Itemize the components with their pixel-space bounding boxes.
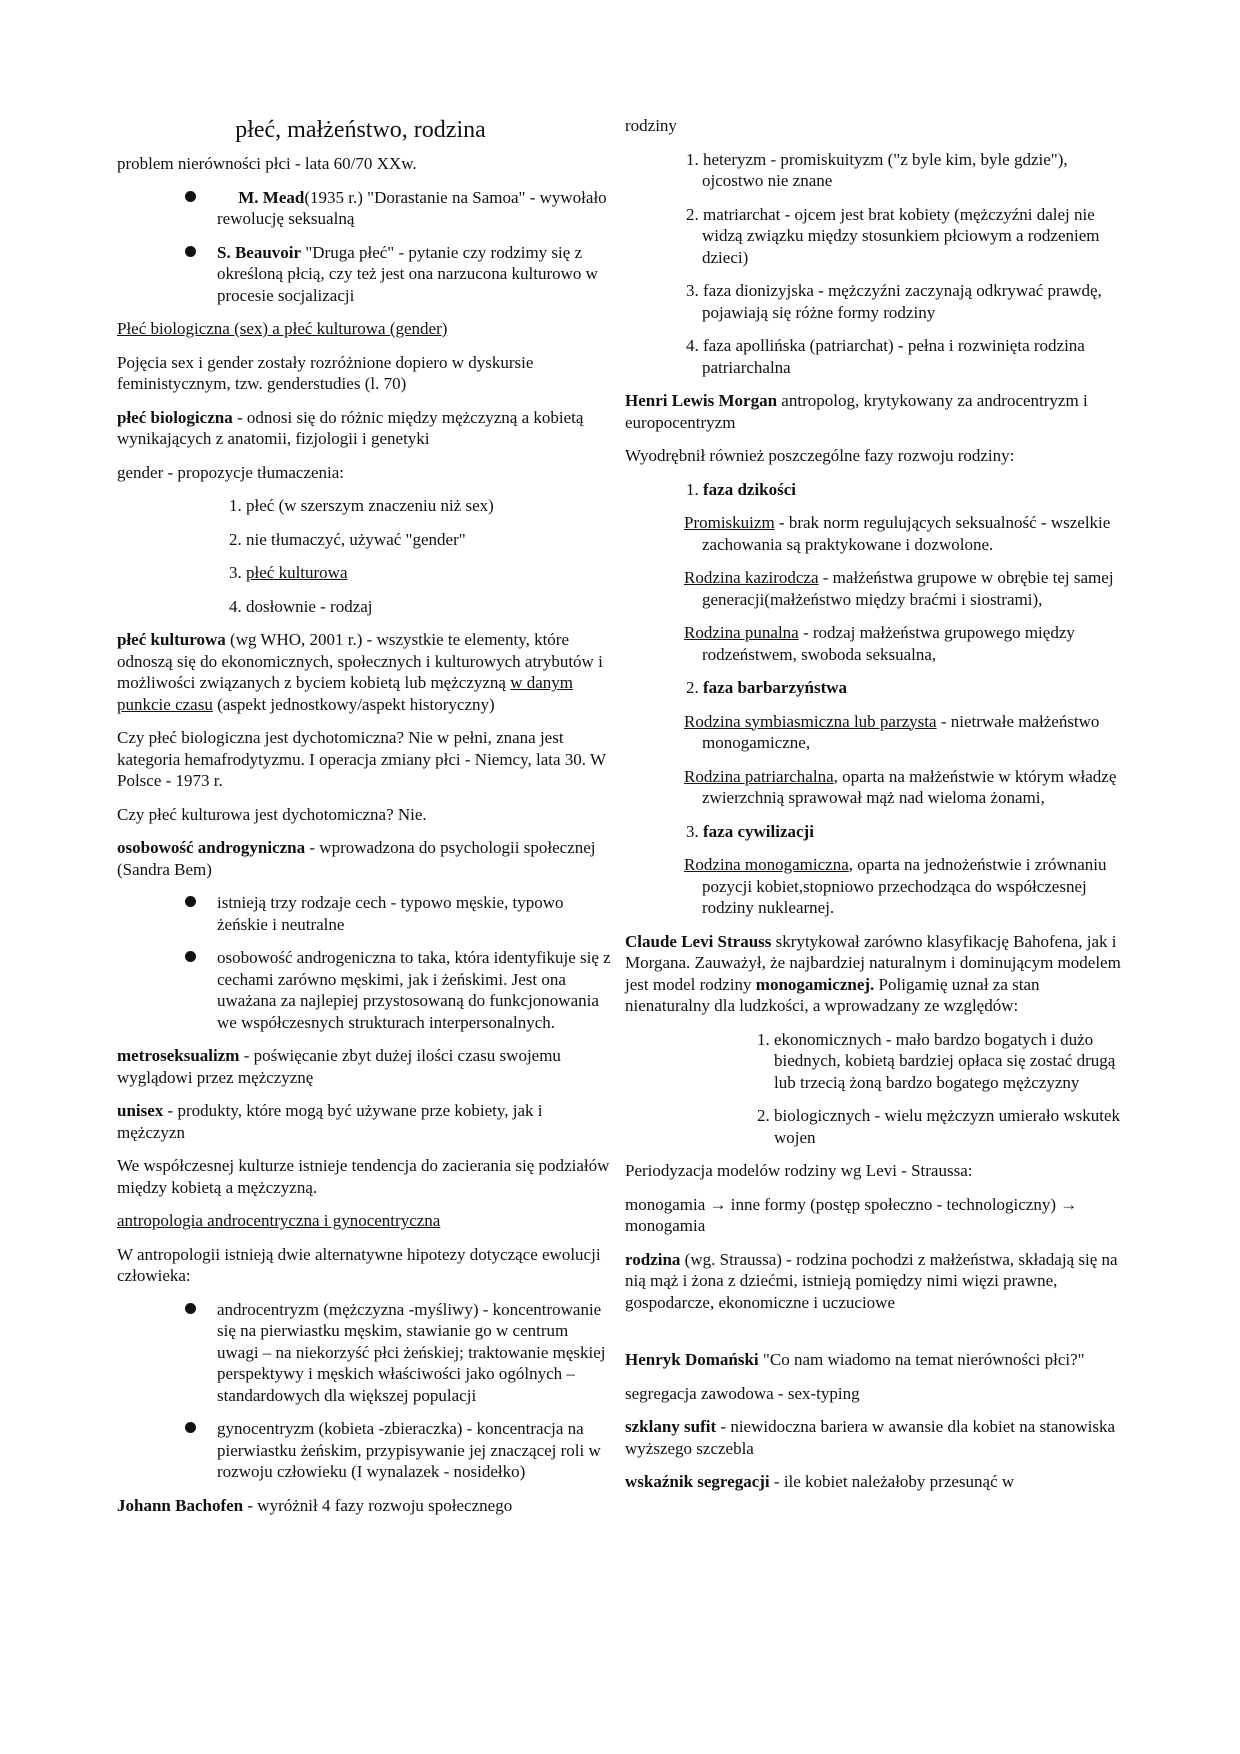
phase-title: faza cywilizacji [703,821,814,841]
definition-text: (wg WHO, 2001 r.) - wszystkie te elementy, które odnoszą się do ekonomicznych, społecznych i kulturowych atrybutów i możliwości związanych z byciem kobietą lub mężczyzną [117,630,603,692]
hipotezy-paragraph: W antropologii istnieją dwie alternatywne hipotezy dotyczące ewolucji człowieka: [117,1244,601,1285]
definition-text: - niewidoczna bariera w awansie dla kobiet na stanowiska wyższego szczebla [625,1417,1116,1458]
bullet-dot-icon [185,246,196,257]
list-number: 2. [686,678,703,697]
androgyn-paragraph [117,837,614,880]
levi-strauss-name: Claude Levi Strauss [625,931,772,951]
bullet-gynocentryzm [117,1418,614,1483]
definition-text: - wprowadzona do psychologii społecznej (Sandra Bem) [117,838,596,879]
list-number: 3. [686,821,703,841]
zacieranie-paragraph: We współczesnej kulturze istnieje tendencja do zacierania się podziałów między kobietą a mężczyzną. [117,1156,610,1197]
bachofen-text: - wyróżnił 4 fazy rozwoju społecznego [243,1495,513,1515]
segregacja-paragraph: segregacja zawodowa - sex-typing [625,1383,860,1403]
translation-item: 4. dosłownie - rodzaj [229,596,373,616]
bachofen-paragraph [117,1495,614,1517]
morgan-text: antropolog, krytykowany za androcentryzm i europocentryzm [625,391,1088,432]
term-metroseksualizm: metroseksualizm [117,1046,240,1065]
morgan-phase-heading [625,677,1125,699]
levi-text: skrytykował zarówno klasyfikację Bahofena, jak i Morgana. Zauważył, że najbardziej naturalnym i dominującym modelem jest model rodziny [625,931,1121,994]
bullet-mead [117,187,614,230]
rodzina-paragraph [625,1249,1125,1314]
bachofen-phase-item: 4. faza apollińska (patriarchat) - pełna i rozwinięta rodzina patriarchalna [686,336,1085,377]
bullet-text: osobowość androgeniczna to taka, która identyfikuje się z cechami zarówno męskimi, jak i żeńskimi. Jest ona uważana za najlepiej przystosowaną do funkcjonowania we współczesnych strukturach interpersonalnych. [217,948,611,1032]
metroseksualizm-paragraph [117,1045,614,1088]
morgan-phase-heading [625,821,1125,843]
morgan-paragraph [625,390,1125,433]
family-type-def: - brak norm regulujących seksualność - wszelkie zachowania są praktykowane i dozwolone. [702,513,1111,554]
bullet-androgeniczna [117,947,614,1033]
family-type-item [625,622,1125,665]
bullet-dot-icon [185,1422,196,1433]
bachofen-phase-item: 1. heteryzm - promiskuityzm ("z byle kim, byle gdzie"), ojcostwo nie znane [686,149,1068,190]
bachofen-phase-item: 2. matriarchat - ojcem jest brat kobiety (mężczyźni dalej nie widzą związku między stosunkiem płciowym a rodzeniem dzieci) [686,204,1100,267]
term-plec-kulturowa: płeć kulturowa [117,630,226,649]
list-text: płeć kulturowa [246,563,348,582]
bachofen-phase-item: 3. faza dionizyjska - mężczyźni zaczynają odkrywać prawdę, pojawiają się różne formy rodziny [686,281,1102,322]
szklany-sufit-paragraph [625,1416,1125,1459]
reason-item: 2. biologicznych - wielu mężczyzn umierało wskutek wojen [757,1106,1121,1147]
pojecia-paragraph: Pojęcia sex i gender zostały rozróżnione dopiero w dyskursie feministycznym, tzw. genderstudies (l. 70) [117,352,534,393]
bullet-cechy [117,892,614,935]
beauvoir-text: "Druga płeć" - pytanie czy rodzimy się z określoną płcią, czy też jest ona narzucona kulturowo w procesie socjalizacji [217,242,598,305]
family-type-def: - małżeństwa grupowe w obrębie tej samej generacji(małżeństwo między braćmi i siostrami), [702,568,1114,609]
heading-antropologia: antropologia androcentryczna i gynocentryczna [117,1211,441,1230]
spacer [625,1325,1125,1349]
bullet-androcentryzm [117,1299,614,1407]
plec-kulturowa-paragraph [117,629,614,715]
translation-item: 1. płeć (w szerszym znaczeniu niż sex) [229,496,494,515]
morgan-phase-heading [625,479,1125,501]
family-type-term: Rodzina kazirodcza [684,568,819,587]
family-type-def: - nietrwałe małżeństwo monogamiczne, [702,711,1100,752]
bullet-beauvoir [117,242,614,307]
unisex-paragraph [117,1100,614,1143]
plec-biologiczna-paragraph [117,407,614,450]
family-type-def: , oparta na małżeństwie w którym władzę zwierzchnią sprawował mąż nad wieloma żonami, [702,766,1117,807]
monogamia-paragraph: monogamia → inne formy (postęp społeczno - technologiczny) → monogamia [625,1194,1078,1235]
gender-translation-heading: gender - propozycje tłumaczenia: [117,462,345,482]
term-androgyniczna: osobowość androgyniczna [117,838,306,857]
left-column [117,115,614,1528]
page-title: płeć, małżeństwo, rodzina [235,117,486,143]
periodyzacja-paragraph: Periodyzacja modelów rodziny wg Levi - Straussa: [625,1161,973,1180]
definition-text: (aspekt jednostkowy/aspekt historyczny) [212,694,495,714]
levi-strauss-paragraph [625,931,1125,1017]
dychotomia-kult-paragraph: Czy płeć kulturowa jest dychotomiczna? Nie. [117,804,427,824]
wskaznik-paragraph [625,1471,1125,1493]
family-type-def: - rodzaj małżeństwa grupowego między rodzeństwem, swoboda seksualna, [702,623,1075,664]
domanski-paragraph [625,1349,1125,1371]
reason-item: 1. ekonomicznych - mało bardzo bogatych i dużo biednych, kobietą bardziej opłaca się zostać drugą lub trzecią żoną bardzo bogatego mężczyzny [757,1029,1116,1092]
term-szklany-sufit: szklany sufit [625,1417,717,1436]
family-type-item [625,766,1125,809]
dychotomia-bio-paragraph: Czy płeć biologiczna jest dychotomiczna? Nie w pełni, znana jest kategoria hemafrodytyzmu. I operacja zmiany płci - Niemcy, lata 30. W Polsce - 1973 r. [117,728,606,790]
bullet-text: istnieją trzy rodzaje cech - typowo męskie, typowo żeńskie i neutralne [217,893,564,934]
bullet-text: androcentryzm (mężczyzna -myśliwy) - koncentrowanie się na pierwiastku męskim, stawianie go w centrum uwagi – na niekorzyść płci żeńskiej; traktowanie męskiej perspektywy i męskich właściwości jako ogólnych – standardowych dla większej populacji [217,1299,606,1405]
domanski-name: Henryk Domański [625,1350,759,1369]
bullet-dot-icon [185,1303,196,1314]
family-type-term: Rodzina monogamiczna [684,855,849,874]
list-number: 1. [686,479,703,499]
family-type-term: Rodzina punalna [684,623,799,642]
family-type-def: , oparta na jednożeństwie i zrównaniu pozycji kobiet,stopniowo przechodząca do współczesnej rodziny nuklearnej. [702,855,1107,917]
bullet-dot-icon [185,896,196,907]
definition-text: - poświęcanie zbyt dużej ilości czasu swojemu wyglądowi przez mężczyznę [117,1046,561,1087]
definition-text: - ile kobiet należałoby przesunąć w [769,1472,1015,1491]
intro-paragraph: problem nierówności płci - lata 60/70 XXw. [117,154,417,173]
levi-bold: monogamicznej. [755,974,875,994]
family-type-item [625,512,1125,555]
morgan-name: Henri Lewis Morgan [625,391,778,410]
family-type-item [625,711,1125,754]
wyodrebnil-paragraph: Wyodrębnił również poszczególne fazy rozwoju rodziny: [625,446,1015,465]
bachofen-name: Johann Bachofen [117,1495,244,1515]
translation-item: 2. nie tłumaczyć, używać "gender" [229,529,466,549]
definition-text: - produkty, które mogą być używane prze kobiety, jak i mężczyzn [117,1101,543,1142]
definition-text: - odnosi się do różnic między mężczyzną a kobietą wynikających z anatomii, fizjologii i genetyki [117,407,584,448]
term-unisex: unisex [117,1101,164,1120]
family-type-term: Promiskuizm [684,513,775,532]
family-type-item [625,854,1125,919]
translation-item [117,562,614,584]
term-rodzina: rodzina [625,1249,681,1269]
mead-text: (1935 r.) "Dorastanie na Samoa" - wywołało rewolucję seksualną [217,187,607,228]
beauvoir-name: S. Beauvoir [217,242,302,262]
definition-text: (wg. Straussa) - rodzina pochodzi z małżeństwa, składają się na nią mąż i żona z dziećmi, istnieją pomiędzy nimi więzi prawne, gospodarcze, ekonomiczne i uczuciowe [625,1249,1118,1312]
bullet-text: gynocentryzm (kobieta -zbieraczka) - koncentracja na pierwiastku żeńskim, przypisywanie jej znaczącej roli w rozwoju człowieku (I wynalazek - nosidełko) [217,1419,601,1481]
term-wskaznik: wskaźnik segregacji [625,1472,770,1491]
bullet-dot-icon [185,191,196,202]
list-number: 3. [229,563,246,582]
phase-title: faza dzikości [703,479,797,499]
levi-text: Poligamię uznał za stan nienaturalny dla ludzkości, a wprowadzany ze względów: [625,974,1040,1015]
rodziny-continuation: rodziny [625,116,677,135]
family-type-term: Rodzina symbiasmiczna lub parzysta [684,711,937,731]
bullet-dot-icon [185,951,196,962]
domanski-text: "Co nam wiadomo na temat nierówności płci?" [758,1350,1085,1369]
heading-sex-gender: Płeć biologiczna (sex) a płeć kulturowa (gender) [117,319,448,338]
mead-name: M. Mead [238,187,305,207]
phase-title: faza barbarzyństwa [703,678,848,697]
family-type-item [625,567,1125,610]
definition-underlined: w danym punkcie czasu [117,673,573,714]
right-column [625,115,1125,1505]
family-type-term: Rodzina patriarchalna [684,766,834,786]
term-plec-biologiczna: płeć biologiczna [117,407,233,427]
